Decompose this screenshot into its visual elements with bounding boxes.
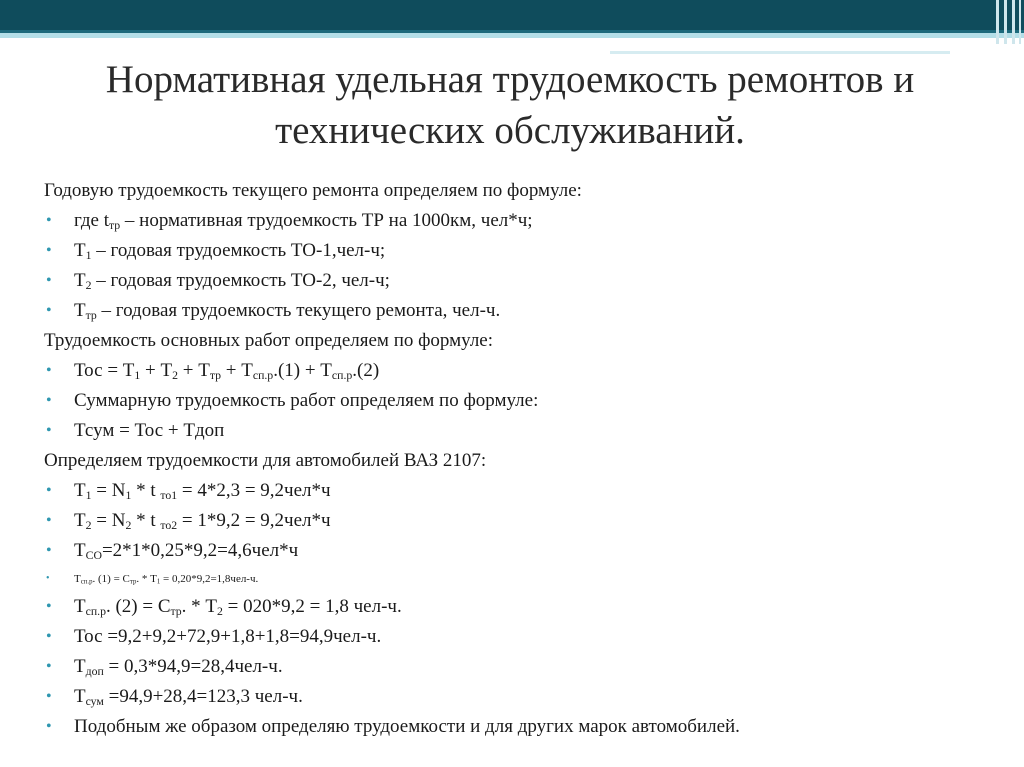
- bullet-text: Т: [74, 596, 86, 617]
- slide-title-line-2: технических обслуживаний.: [275, 109, 745, 152]
- bullet-item: [44, 266, 1004, 296]
- bullet-item: [44, 296, 1004, 326]
- edge-stripe: [996, 0, 999, 44]
- paragraph-text: Определяем трудоемкости для автомобилей ВАЗ 2107:: [44, 450, 487, 471]
- body-paragraph: [44, 326, 1004, 356]
- subscript-text: тр: [108, 218, 121, 232]
- bullet-text: – нормативная трудоемкость ТР на 1000км, чел*ч;: [120, 210, 533, 231]
- bullet-text: + Т: [178, 360, 210, 381]
- bullet-text: + Т: [140, 360, 173, 381]
- bullet-item: [44, 416, 1004, 446]
- body-paragraph: [44, 176, 1004, 206]
- bullet-text: =94,9+28,4=123,3 чел-ч.: [103, 686, 303, 707]
- subscript-text: тр: [85, 308, 97, 322]
- slide-body: [44, 176, 1004, 742]
- bullet-text: Подобным же образом определяю трудоемкости и для других марок автомобилей.: [74, 716, 740, 737]
- bullet-text: = 020*9,2 = 1,8 чел-ч.: [222, 596, 402, 617]
- subscript-text: доп: [85, 664, 104, 678]
- bullet-text: = N: [91, 510, 126, 531]
- bullet-text: Т: [74, 510, 86, 531]
- subscript-text: тр: [129, 578, 137, 586]
- subscript-text: 1: [85, 488, 92, 502]
- bullet-item: [44, 236, 1004, 266]
- subscript-text: то2: [160, 518, 178, 532]
- bullet-text: . (2) = С: [105, 596, 171, 617]
- slide-title: [20, 54, 1000, 156]
- subscript-text: 1: [134, 368, 141, 382]
- bullet-text: – годовая трудоемкость текущего ремонта, чел-ч.: [96, 300, 501, 321]
- bullet-item: [44, 536, 1004, 566]
- bullet-text: . * Т: [136, 573, 157, 585]
- slide-title-line-1: Нормативная удельная трудоемкость ремонтов и: [105, 58, 915, 101]
- bullet-text: .(1) + Т: [273, 360, 332, 381]
- bullet-text: Суммарную трудоемкость работ определяем по формуле:: [74, 390, 539, 411]
- bullet-text: . * Т: [181, 596, 218, 617]
- bullet-item: [44, 506, 1004, 536]
- subscript-text: сп.р: [252, 368, 274, 382]
- subscript-text: 2: [217, 604, 223, 618]
- subscript-text: 1: [85, 248, 92, 262]
- bullet-text: Т: [74, 240, 86, 261]
- subscript-text: сп.р: [85, 604, 106, 618]
- bullet-text: = N: [91, 480, 126, 501]
- bullet-item: [44, 206, 1004, 236]
- subscript-text: 2: [85, 278, 92, 292]
- bullet-text: где t: [74, 210, 109, 231]
- paragraph-text: Трудоемкость основных работ определяем по формуле:: [44, 330, 494, 351]
- bullet-text: Тос =9,2+9,2+72,9+1,8+1,8=94,9чел-ч.: [74, 626, 382, 647]
- bullet-text: = 0,3*94,9=28,4чел-ч.: [103, 656, 283, 677]
- subscript-text: сум: [85, 694, 104, 708]
- subscript-text: 2: [125, 518, 132, 532]
- bullet-item: [44, 622, 1004, 652]
- bullet-text: Т: [74, 540, 86, 561]
- subscript-text: тр: [209, 368, 222, 382]
- bullet-item: [44, 682, 1004, 712]
- subscript-text: тр: [170, 604, 182, 618]
- bullet-text: Т: [74, 480, 86, 501]
- bullet-text: . (1) = С: [92, 573, 130, 585]
- bullet-text: =2*1*0,25*9,2=4,6чел*ч: [101, 540, 299, 561]
- edge-stripe: [1012, 0, 1015, 44]
- bullet-text: .(2): [352, 360, 380, 381]
- bullet-item: [44, 566, 1004, 592]
- bullet-item: [44, 592, 1004, 622]
- subscript-text: 2: [85, 518, 92, 532]
- bullet-text: Т: [74, 300, 86, 321]
- edge-stripe: [1019, 0, 1021, 44]
- header-banner-light-line: [0, 33, 1024, 38]
- bullet-text: Т: [74, 656, 86, 677]
- bullet-text: – годовая трудоемкость ТО-2, чел-ч;: [91, 270, 390, 291]
- bullet-text: Т: [74, 270, 86, 291]
- header-banner-dark-band: [0, 0, 1024, 30]
- bullet-text: Тос = Т: [74, 360, 135, 381]
- subscript-text: сп.р: [80, 578, 93, 586]
- subscript-text: сп.р: [331, 368, 353, 382]
- bullet-text: – годовая трудоемкость ТО-1,чел-ч;: [91, 240, 386, 261]
- bullet-item: [44, 712, 1004, 742]
- bullet-text: Т: [74, 686, 86, 707]
- bullet-item: [44, 386, 1004, 416]
- bullet-text: * t: [131, 480, 161, 501]
- subscript-text: 2: [172, 368, 179, 382]
- bullet-text: Т: [74, 573, 81, 585]
- bullet-text: = 0,20*9,2=1,8чел-ч.: [160, 573, 259, 585]
- bullet-text: + Т: [221, 360, 253, 381]
- body-paragraph: [44, 446, 1004, 476]
- paragraph-text: Годовую трудоемкость текущего ремонта определяем по формуле:: [44, 180, 582, 201]
- bullet-text: Тсум = Тос + Тдоп: [74, 420, 225, 441]
- subscript-text: то1: [160, 488, 178, 502]
- edge-stripe: [1004, 0, 1007, 44]
- subscript-text: 1: [125, 488, 132, 502]
- bullet-text: * t: [131, 510, 161, 531]
- bullet-item: [44, 476, 1004, 506]
- subscript-text: СО: [85, 548, 102, 562]
- bullet-text: = 1*9,2 = 9,2чел*ч: [177, 510, 331, 531]
- bullet-text: = 4*2,3 = 9,2чел*ч: [177, 480, 331, 501]
- subscript-text: 1: [156, 578, 161, 586]
- bullet-item: [44, 356, 1004, 386]
- bullet-item: [44, 652, 1004, 682]
